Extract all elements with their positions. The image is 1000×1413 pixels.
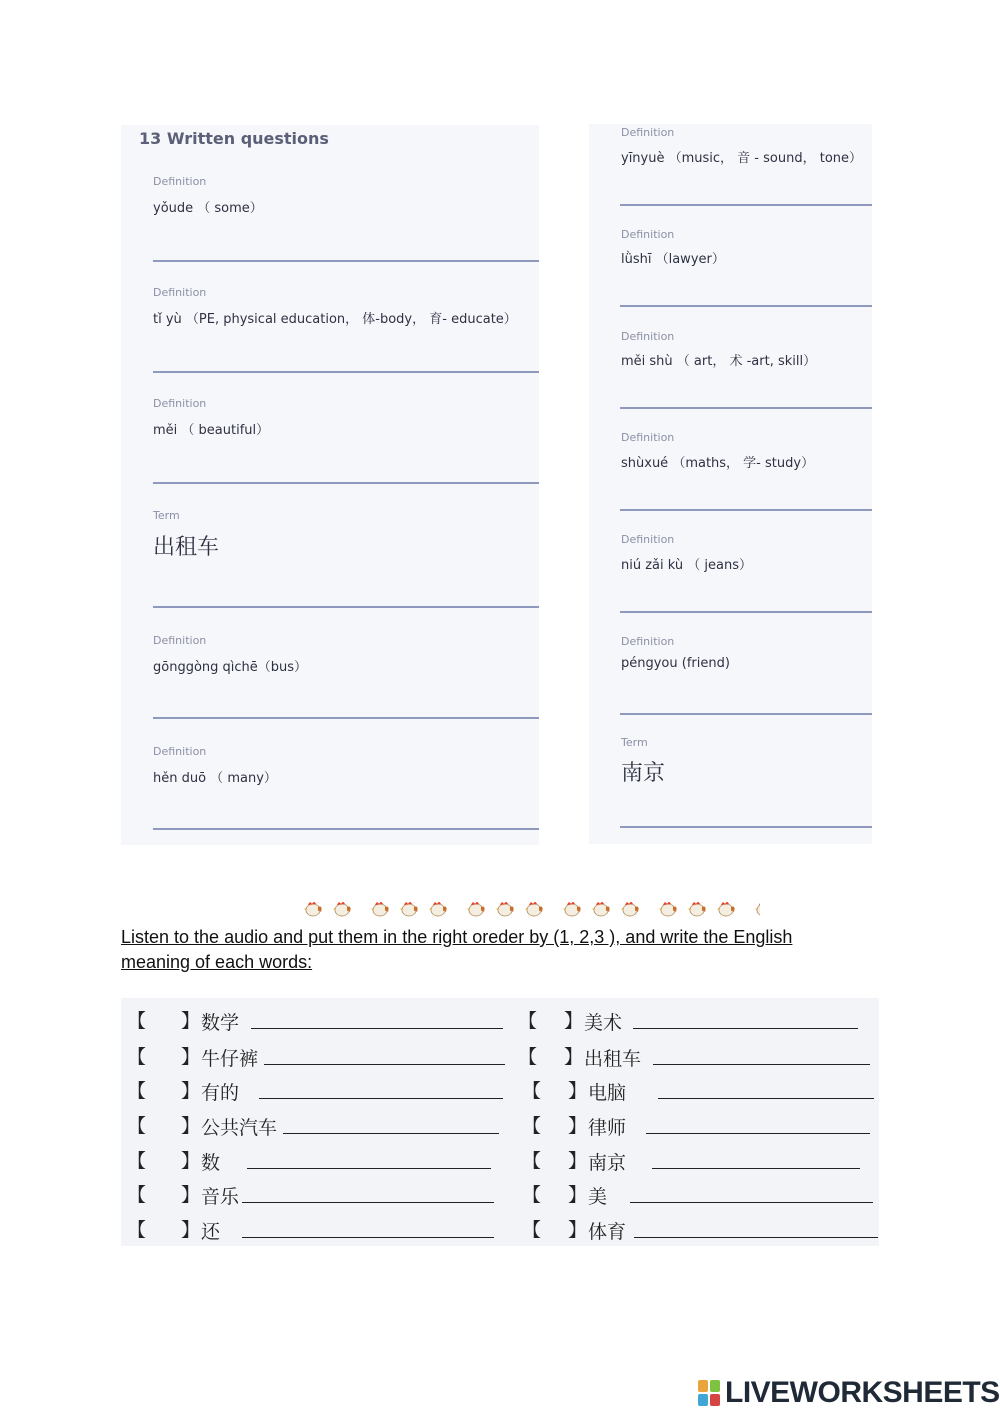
- question-card: [589, 330, 872, 412]
- question-card: [589, 228, 872, 310]
- card-label: Definition: [621, 431, 675, 444]
- exercise-row: [121, 1211, 879, 1245]
- bracket-open: 【: [518, 1010, 538, 1032]
- chinese-word: 数学: [201, 1012, 240, 1034]
- card-label: Definition: [621, 126, 675, 139]
- rooster-icon: [592, 902, 610, 916]
- rooster-icon: [400, 902, 418, 916]
- exercise-row: [121, 1002, 879, 1036]
- question-card: [589, 736, 872, 832]
- card-definition: yīnyuè （music， 音 - sound， tone）: [621, 151, 863, 166]
- chinese-word: 音乐: [201, 1186, 240, 1208]
- question-card: [121, 173, 539, 268]
- rooster-icon: [659, 902, 677, 916]
- chinese-word: 电脑: [588, 1082, 627, 1104]
- card-label: Definition: [153, 286, 207, 299]
- answer-blank[interactable]: [259, 1098, 503, 1099]
- bracket-close: 】: [181, 1046, 201, 1068]
- answer-line[interactable]: [620, 611, 872, 613]
- answer-line[interactable]: [153, 260, 539, 262]
- left-question-panel: [121, 125, 539, 845]
- card-term: 南京: [621, 761, 666, 786]
- rooster-decoration-row: [300, 897, 760, 919]
- answer-blank[interactable]: [652, 1168, 860, 1169]
- chinese-word: 牛仔裤: [201, 1048, 259, 1070]
- bracket-open: 【: [127, 1080, 147, 1102]
- bracket-open: 【: [522, 1184, 542, 1206]
- chinese-word: 公共汽车: [201, 1117, 278, 1139]
- chinese-word: 美术: [584, 1012, 623, 1034]
- question-card: [121, 395, 539, 490]
- answer-blank[interactable]: [242, 1202, 494, 1203]
- bracket-close: 】: [181, 1150, 201, 1172]
- answer-line[interactable]: [620, 305, 872, 307]
- card-definition: shùxué （maths， 学- study）: [621, 456, 815, 471]
- rooster-icon: [304, 902, 322, 916]
- card-label: Definition: [621, 635, 675, 648]
- bracket-open: 【: [518, 1046, 538, 1068]
- rooster-icon: [333, 902, 351, 916]
- bracket-close: 】: [568, 1080, 588, 1102]
- bracket-close: 】: [568, 1150, 588, 1172]
- answer-line[interactable]: [620, 509, 872, 511]
- bracket-close: 】: [181, 1080, 201, 1102]
- question-card: [121, 742, 539, 837]
- card-label: Definition: [621, 330, 675, 343]
- bracket-open: 【: [127, 1219, 147, 1241]
- card-definition: péngyou (friend): [621, 656, 730, 671]
- card-definition: yǒude （ some）: [153, 201, 263, 216]
- bracket-close: 】: [564, 1010, 584, 1032]
- rooster-icon: [755, 902, 760, 916]
- card-label: Definition: [153, 745, 207, 758]
- chinese-word: 体育: [588, 1221, 627, 1243]
- card-label: Definition: [153, 397, 207, 410]
- bracket-open: 【: [127, 1115, 147, 1137]
- answer-blank[interactable]: [251, 1028, 503, 1029]
- liveworksheets-logo-icon: [697, 1379, 723, 1407]
- bracket-open: 【: [522, 1150, 542, 1172]
- exercise-row: [121, 1072, 879, 1106]
- bracket-close: 】: [568, 1219, 588, 1241]
- chinese-word: 数: [201, 1152, 221, 1174]
- answer-line[interactable]: [153, 371, 539, 373]
- card-definition: měi （ beautiful）: [153, 423, 270, 438]
- answer-line[interactable]: [620, 713, 872, 715]
- chinese-word: 还: [201, 1221, 221, 1243]
- answer-line[interactable]: [620, 826, 872, 828]
- rooster-icon: [371, 902, 389, 916]
- card-label: Definition: [621, 533, 675, 546]
- answer-blank[interactable]: [634, 1237, 878, 1238]
- card-definition: niú zǎi kù （ jeans）: [621, 558, 752, 573]
- question-card: [121, 284, 539, 379]
- rooster-icon: [688, 902, 706, 916]
- answer-blank[interactable]: [283, 1133, 499, 1134]
- instruction-line-2: meaning of each words:: [121, 952, 313, 972]
- exercise-row: [121, 1107, 879, 1141]
- instruction-line-1: Listen to the audio and put them in the right oreder by (1, 2,3 ), and write the English: [121, 927, 793, 947]
- exercise-row: [121, 1038, 879, 1072]
- chinese-word: 律师: [588, 1117, 627, 1139]
- answer-line[interactable]: [153, 482, 539, 484]
- exercise-row: [121, 1176, 879, 1210]
- rooster-icon: [496, 902, 514, 916]
- answer-blank[interactable]: [646, 1133, 870, 1134]
- question-card: [589, 126, 872, 208]
- answer-blank[interactable]: [630, 1202, 873, 1203]
- bracket-close: 】: [181, 1115, 201, 1137]
- bracket-close: 】: [181, 1010, 201, 1032]
- rooster-icon: [563, 902, 581, 916]
- bracket-open: 【: [522, 1115, 542, 1137]
- answer-blank[interactable]: [264, 1064, 505, 1065]
- ordering-exercise: [121, 998, 879, 1246]
- bracket-close: 】: [568, 1184, 588, 1206]
- card-label: Term: [153, 509, 180, 522]
- rooster-icon: [429, 902, 447, 916]
- chinese-word: 出租车: [584, 1048, 642, 1070]
- chinese-word: 南京: [588, 1152, 627, 1174]
- instruction-text: [121, 925, 841, 975]
- rooster-icon: [717, 902, 735, 916]
- liveworksheets-brand[interactable]: [697, 1376, 1000, 1410]
- bracket-open: 【: [127, 1010, 147, 1032]
- card-label: Term: [621, 736, 648, 749]
- card-definition: tǐ yù （PE, physical education， 体-body， 育- educate）: [153, 312, 517, 327]
- question-card: [121, 506, 539, 616]
- bracket-close: 】: [181, 1219, 201, 1241]
- bracket-open: 【: [522, 1080, 542, 1102]
- panel-heading: 13 Written questions: [139, 129, 329, 148]
- bracket-close: 】: [181, 1184, 201, 1206]
- card-term: 出租车: [153, 535, 220, 560]
- chinese-word: 美: [588, 1186, 608, 1208]
- bracket-close: 】: [568, 1115, 588, 1137]
- question-card: [589, 431, 872, 513]
- answer-blank[interactable]: [242, 1237, 494, 1238]
- answer-line[interactable]: [153, 606, 539, 608]
- question-card: [121, 631, 539, 726]
- rooster-icon-row: [300, 897, 760, 919]
- rooster-icon: [525, 902, 543, 916]
- question-card: [589, 635, 872, 717]
- exercise-row: [121, 1142, 879, 1176]
- answer-line[interactable]: [620, 204, 872, 206]
- answer-blank[interactable]: [653, 1064, 870, 1065]
- bracket-open: 【: [522, 1219, 542, 1241]
- answer-line[interactable]: [153, 828, 539, 830]
- answer-blank[interactable]: [247, 1168, 491, 1169]
- rooster-icon: [467, 902, 485, 916]
- bracket-open: 【: [127, 1184, 147, 1206]
- rooster-icon: [621, 902, 639, 916]
- card-label: Definition: [153, 634, 207, 647]
- bracket-close: 】: [564, 1046, 584, 1068]
- card-label: Definition: [621, 228, 675, 241]
- card-definition: hěn duō （ many）: [153, 771, 277, 786]
- question-card: [589, 533, 872, 615]
- card-definition: gōnggòng qìchē（bus）: [153, 660, 308, 675]
- answer-blank[interactable]: [633, 1028, 858, 1029]
- answer-blank[interactable]: [658, 1098, 874, 1099]
- bracket-open: 【: [127, 1150, 147, 1172]
- brand-name: LIVEWORKSHEETS: [725, 1376, 1000, 1409]
- card-definition: měi shù （ art， 术 -art, skill）: [621, 354, 817, 369]
- chinese-word: 有的: [201, 1082, 240, 1104]
- answer-line[interactable]: [153, 717, 539, 719]
- right-question-panel: [589, 124, 872, 844]
- answer-line[interactable]: [620, 407, 872, 409]
- card-definition: lǜshī （lawyer）: [621, 252, 725, 267]
- card-label: Definition: [153, 175, 207, 188]
- bracket-open: 【: [127, 1046, 147, 1068]
